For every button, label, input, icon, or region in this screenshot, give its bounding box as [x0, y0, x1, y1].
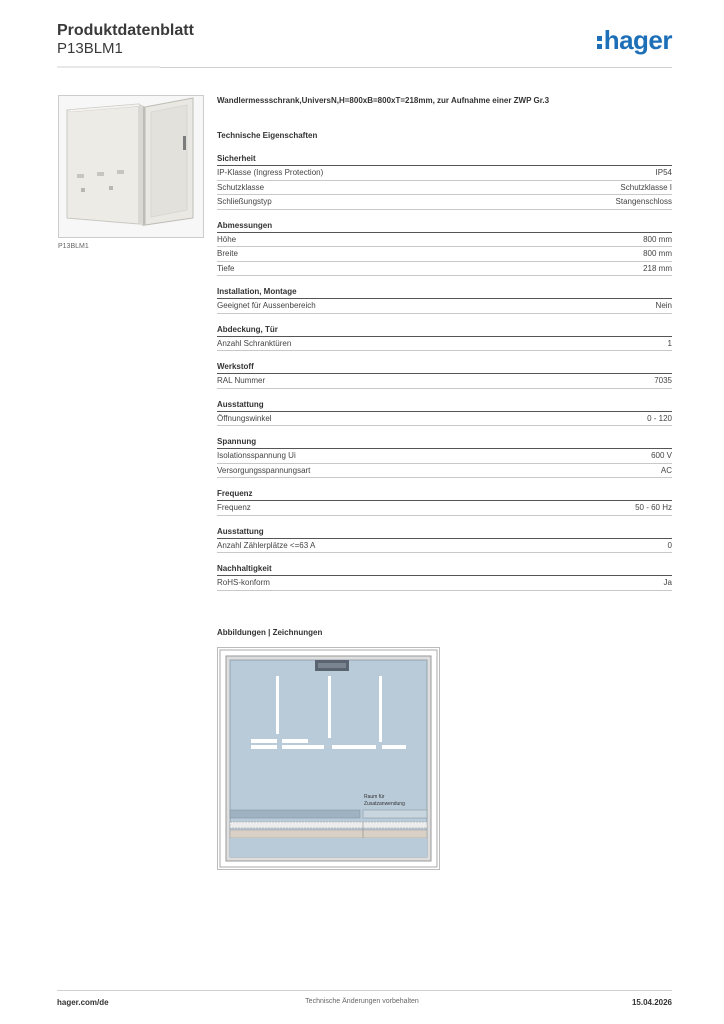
product-details — [217, 96, 672, 600]
property-label: Anzahl Zählerplätze <=63 A — [217, 540, 316, 550]
property-value: 0 — [667, 540, 672, 550]
drawing-annotation-line2: Zusatzanwendung — [364, 801, 405, 807]
hager-logo — [597, 27, 672, 53]
property-row — [217, 233, 672, 248]
logo-text: hager — [603, 25, 672, 55]
property-row — [217, 299, 672, 314]
property-label: RAL Nummer — [217, 376, 266, 385]
property-row — [217, 262, 672, 277]
group-title: Sicherheit — [217, 152, 672, 166]
property-row — [217, 412, 672, 427]
property-row — [217, 181, 672, 196]
property-value: 800 mm — [643, 249, 672, 258]
footer-date: 15.04.2026 — [631, 998, 672, 1007]
property-label: Öffnungswinkel — [217, 413, 272, 423]
property-label: Geeignet für Aussenbereich — [217, 301, 316, 310]
property-value: 1 — [667, 338, 672, 348]
group-frequenz — [217, 487, 672, 516]
property-row — [217, 464, 672, 479]
group-title: Ausstattung — [217, 525, 672, 539]
group-title: Ausstattung — [217, 398, 672, 412]
group-title: Installation, Montage — [217, 285, 672, 299]
property-label: Isolationsspannung Ui — [217, 451, 296, 460]
group-abmessungen — [217, 219, 672, 277]
property-value: 800 mm — [643, 234, 672, 244]
property-label: IP-Klasse (Ingress Protection) — [217, 168, 324, 177]
property-value: 7035 — [654, 376, 672, 385]
drawings-heading: Abbildungen | Zeichnungen — [217, 628, 323, 637]
property-label: Breite — [217, 249, 238, 258]
group-title: Frequenz — [217, 487, 672, 501]
property-row — [217, 539, 672, 554]
property-value: 0 - 120 — [647, 413, 672, 423]
drawing-annotation-line1: Raum für — [364, 794, 385, 800]
property-label: Schutzklasse — [217, 182, 265, 192]
property-value: AC — [660, 465, 672, 475]
property-value: 50 - 60 Hz — [635, 503, 672, 512]
group-title: Werkstoff — [217, 360, 672, 374]
property-row — [217, 166, 672, 181]
group-ausstattung-2 — [217, 525, 672, 554]
property-row — [217, 337, 672, 352]
page-title: Produktdatenblatt — [57, 22, 194, 39]
group-sicherheit — [217, 152, 672, 210]
group-werkstoff — [217, 360, 672, 389]
group-ausstattung — [217, 398, 672, 427]
header-accent — [57, 66, 160, 68]
property-value: IP54 — [655, 168, 672, 177]
group-nachhaltigkeit — [217, 562, 672, 591]
property-row — [217, 576, 672, 591]
property-label: Schließungstyp — [217, 197, 272, 206]
product-description: Wandlermessschrank,UniversN,H=800xB=800xT=218mm, zur Aufnahme einer ZWP Gr.3 — [217, 96, 550, 105]
property-row — [217, 247, 672, 262]
group-title: Spannung — [217, 435, 672, 449]
property-label: Anzahl Schranktüren — [217, 338, 292, 348]
group-title: Abmessungen — [217, 219, 672, 233]
technical-drawing — [217, 647, 440, 870]
properties-heading: Technische Eigenschaften — [217, 131, 318, 140]
group-installation — [217, 285, 672, 314]
property-label: Tiefe — [217, 263, 235, 273]
group-title: Abdeckung, Tür — [217, 323, 672, 337]
group-abdeckung — [217, 323, 672, 352]
property-value: Schutzklasse I — [620, 182, 672, 192]
property-label: Frequenz — [217, 503, 251, 512]
footer-divider — [57, 990, 672, 991]
group-spannung — [217, 435, 672, 478]
property-label: Versorgungsspannungsart — [217, 465, 311, 475]
group-title: Nachhaltigkeit — [217, 562, 672, 576]
property-row — [217, 449, 672, 464]
property-row — [217, 195, 672, 210]
footer-website: hager.com/de — [57, 998, 109, 1007]
product-photo — [58, 95, 204, 238]
logo-dots-icon — [597, 33, 602, 52]
photo-caption: P13BLM1 — [58, 243, 89, 250]
property-value: Stangenschloss — [615, 197, 672, 206]
property-label: RoHS-konform — [217, 578, 270, 587]
property-label: Höhe — [217, 234, 237, 244]
property-row — [217, 501, 672, 516]
footer-disclaimer: Technische Änderungen vorbehalten — [305, 998, 419, 1005]
product-code: P13BLM1 — [57, 40, 123, 57]
property-value: 218 mm — [643, 263, 672, 273]
property-row — [217, 374, 672, 389]
property-value: Ja — [663, 578, 672, 587]
property-value: 600 V — [651, 451, 672, 460]
property-value: Nein — [655, 301, 672, 310]
